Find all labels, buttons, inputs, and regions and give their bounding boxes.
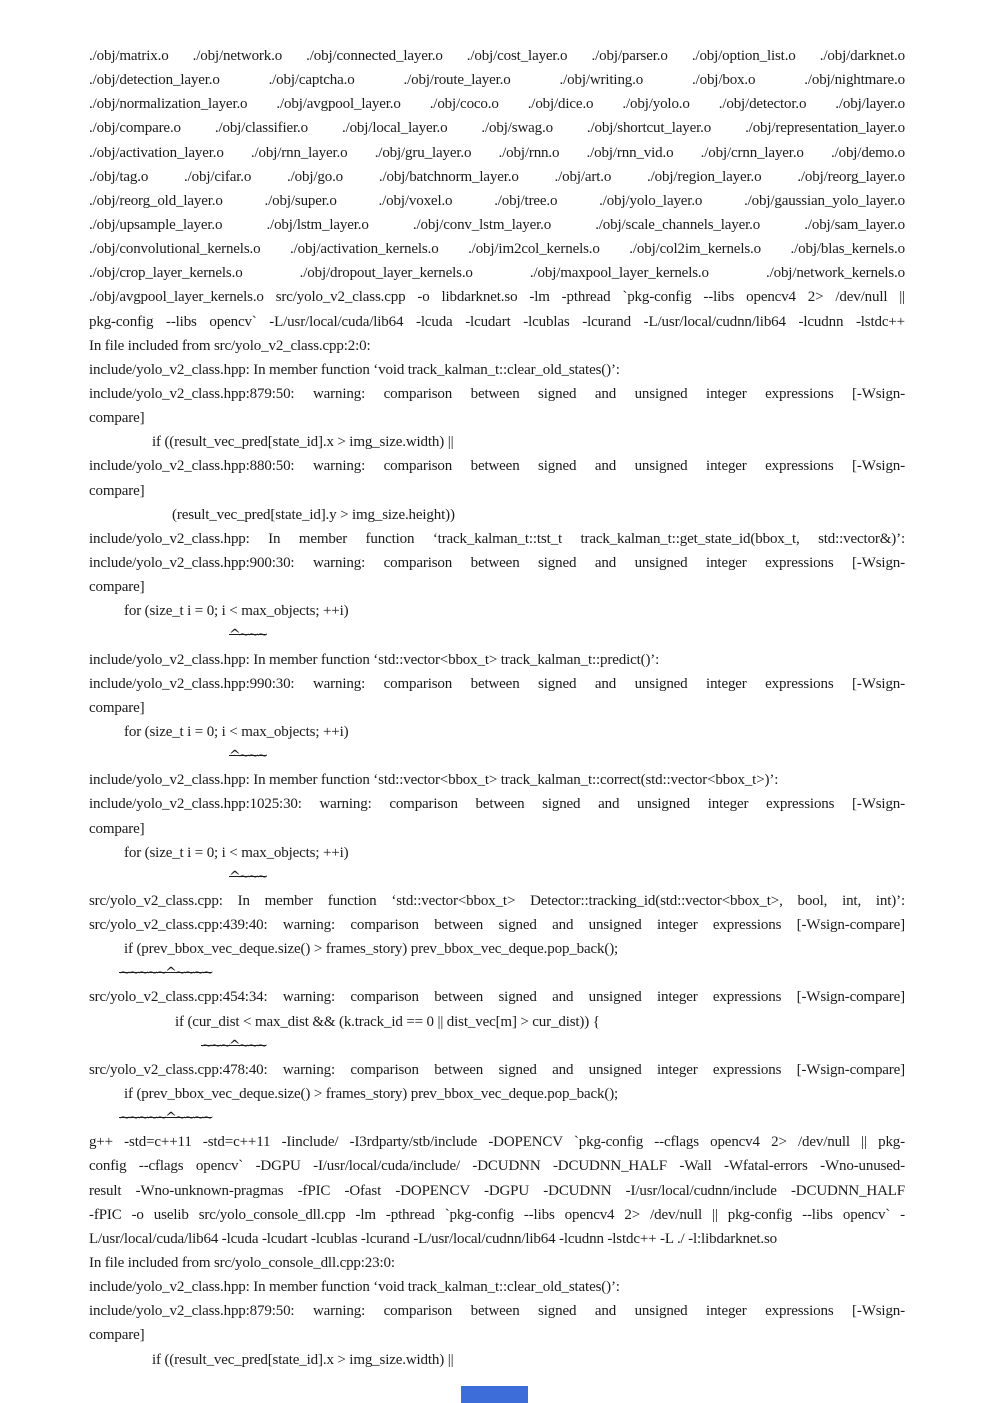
warning-caret-marker: ^~~~ [229, 748, 266, 765]
log-line: include/yolo_v2_class.hpp:900:30: warning: comparison between signed and unsigned integer expressions [-Wsign- [89, 554, 905, 571]
build-log-text [89, 44, 905, 1372]
log-line: if (prev_bbox_vec_deque.size() > frames_story) prev_bbox_vec_deque.pop_back(); [124, 941, 619, 958]
log-line: include/yolo_v2_class.hpp: In member function ‘track_kalman_t::tst_t track_kalman_t::get_state_id(bbox_t, std::vector&)’: [89, 530, 905, 547]
log-line: src/yolo_v2_class.cpp:454:34: warning: comparison between signed and unsigned integer expressions [-Wsign-compare] [89, 989, 905, 1006]
log-line: include/yolo_v2_class.hpp: In member function ‘void track_kalman_t::clear_old_states()’: [89, 361, 620, 378]
log-line: ./obj/detection_layer.o ./obj/captcha.o ./obj/route_layer.o ./obj/writing.o ./obj/box.o ./obj/nightmare.o [89, 72, 905, 89]
warning-caret-marker: ^~~~ [229, 627, 266, 644]
log-line: for (size_t i = 0; i < max_objects; ++i) [124, 723, 349, 740]
log-line: include/yolo_v2_class.hpp:990:30: warning: comparison between signed and unsigned integer expressions [-Wsign- [89, 675, 905, 692]
log-line: In file included from src/yolo_console_dll.cpp:23:0: [89, 1255, 395, 1272]
log-line: compare] [89, 820, 145, 837]
log-line: if ((result_vec_pred[state_id].x > img_size.width) || [152, 1351, 454, 1368]
log-line: compare] [89, 579, 145, 596]
log-line: compare] [89, 482, 145, 499]
log-line: ./obj/reorg_old_layer.o ./obj/super.o ./obj/voxel.o ./obj/tree.o ./obj/yolo_layer.o ./obj/gaussian_yolo_layer.o [89, 192, 905, 209]
log-line: include/yolo_v2_class.hpp:880:50: warning: comparison between signed and unsigned integer expressions [-Wsign- [89, 458, 905, 475]
log-line: ./obj/normalization_layer.o ./obj/avgpool_layer.o ./obj/coco.o ./obj/dice.o ./obj/yolo.o ./obj/detector.o ./obj/layer.o [89, 96, 905, 113]
log-line: ./obj/avgpool_layer_kernels.o src/yolo_v2_class.cpp -o libdarknet.so -lm -pthread `pkg-config --libs opencv4 2> /dev/null || [89, 289, 905, 306]
log-line: if ((result_vec_pred[state_id].x > img_size.width) || [152, 434, 454, 451]
log-line: compare] [89, 1327, 145, 1344]
log-line: include/yolo_v2_class.hpp: In member function ‘void track_kalman_t::clear_old_states()’: [89, 1279, 620, 1296]
log-line: include/yolo_v2_class.hpp:879:50: warning: comparison between signed and unsigned integer expressions [-Wsign- [89, 1303, 905, 1320]
log-line: compare] [89, 699, 145, 716]
log-line: if (cur_dist < max_dist && (k.track_id == 0 || dist_vec[m] > cur_dist)) { [175, 1013, 600, 1030]
log-line: compare] [89, 410, 145, 427]
log-line: L/usr/local/cuda/lib64 -lcuda -lcudart -lcublas -lcurand -L/usr/local/cudnn/lib64 -lcudnn -lstdc++ -L ./ -l:libdarknet.so [89, 1230, 778, 1247]
log-line: ./obj/compare.o ./obj/classifier.o ./obj/local_layer.o ./obj/swag.o ./obj/shortcut_layer.o ./obj/representation_layer.o [89, 120, 905, 137]
log-line: include/yolo_v2_class.hpp:879:50: warning: comparison between signed and unsigned integer expressions [-Wsign- [89, 385, 905, 402]
log-line: src/yolo_v2_class.cpp:478:40: warning: comparison between signed and unsigned integer expressions [-Wsign-compare] [89, 1061, 905, 1078]
log-line: for (size_t i = 0; i < max_objects; ++i) [124, 844, 349, 861]
log-line: include/yolo_v2_class.hpp: In member function ‘std::vector<bbox_t> track_kalman_t::predict()’: [89, 651, 660, 668]
blue-highlight-box [461, 1386, 528, 1403]
log-line: pkg-config --libs opencv` -L/usr/local/cuda/lib64 -lcuda -lcudart -lcublas -lcurand -L/usr/local/cudnn/lib64 -lcudnn -lstdc++ [89, 313, 905, 330]
log-line: ./obj/activation_layer.o ./obj/rnn_layer.o ./obj/gru_layer.o ./obj/rnn.o ./obj/rnn_vid.o ./obj/crnn_layer.o ./obj/demo.o [89, 144, 905, 161]
warning-caret-marker: ~~~~~^~~~~ [119, 965, 212, 982]
log-line: In file included from src/yolo_v2_class.cpp:2:0: [89, 337, 371, 354]
warning-caret-marker: ^~~~ [229, 868, 266, 885]
log-line: result -Wno-unknown-pragmas -fPIC -Ofast -DOPENCV -DGPU -DCUDNN -I/usr/local/cudnn/include -DCUDNN_HALF [89, 1182, 905, 1199]
log-line: if (prev_bbox_vec_deque.size() > frames_story) prev_bbox_vec_deque.pop_back(); [124, 1086, 619, 1103]
log-line: config --cflags opencv` -DGPU -I/usr/local/cuda/include/ -DCUDNN -DCUDNN_HALF -Wall -Wfatal-errors -Wno-unused- [89, 1158, 905, 1175]
log-line: include/yolo_v2_class.hpp:1025:30: warning: comparison between signed and unsigned integer expressions [-Wsign- [89, 796, 905, 813]
log-line: g++ -std=c++11 -std=c++11 -Iinclude/ -I3rdparty/stb/include -DOPENCV `pkg-config --cflags opencv4 2> /dev/null || pkg- [89, 1134, 905, 1151]
log-line: -fPIC -o uselib src/yolo_console_dll.cpp -lm -pthread `pkg-config --libs opencv4 2> /dev/null || pkg-config --libs opencv` - [89, 1206, 905, 1223]
log-line: for (size_t i = 0; i < max_objects; ++i) [124, 603, 349, 620]
log-line: ./obj/tag.o ./obj/cifar.o ./obj/go.o ./obj/batchnorm_layer.o ./obj/art.o ./obj/region_layer.o ./obj/reorg_layer.o [89, 168, 905, 185]
warning-caret-marker: ~~~^~~~ [201, 1037, 266, 1054]
log-line: ./obj/upsample_layer.o ./obj/lstm_layer.o ./obj/conv_lstm_layer.o ./obj/scale_channels_layer.o ./obj/sam_layer.o [89, 216, 905, 233]
log-line: ./obj/crop_layer_kernels.o ./obj/dropout_layer_kernels.o ./obj/maxpool_layer_kernels.o ./obj/network_kernels.o [89, 265, 905, 282]
log-line: src/yolo_v2_class.cpp:439:40: warning: comparison between signed and unsigned integer expressions [-Wsign-compare] [89, 917, 905, 934]
log-line: src/yolo_v2_class.cpp: In member function ‘std::vector<bbox_t> Detector::tracking_id(std::vector<bbox_t>, bool, int, int)’: [89, 892, 905, 909]
log-line: ./obj/matrix.o ./obj/network.o ./obj/connected_layer.o ./obj/cost_layer.o ./obj/parser.o ./obj/option_list.o ./obj/darknet.o [89, 48, 905, 64]
warning-caret-marker: ~~~~~^~~~~ [119, 1110, 212, 1127]
log-line: include/yolo_v2_class.hpp: In member function ‘std::vector<bbox_t> track_kalman_t::correct(std::vector<bbox_t>)’: [89, 772, 779, 789]
log-line: (result_vec_pred[state_id].y > img_size.height)) [172, 506, 455, 523]
log-line: ./obj/convolutional_kernels.o ./obj/activation_kernels.o ./obj/im2col_kernels.o ./obj/col2im_kernels.o ./obj/blas_kernels.o [89, 241, 905, 258]
